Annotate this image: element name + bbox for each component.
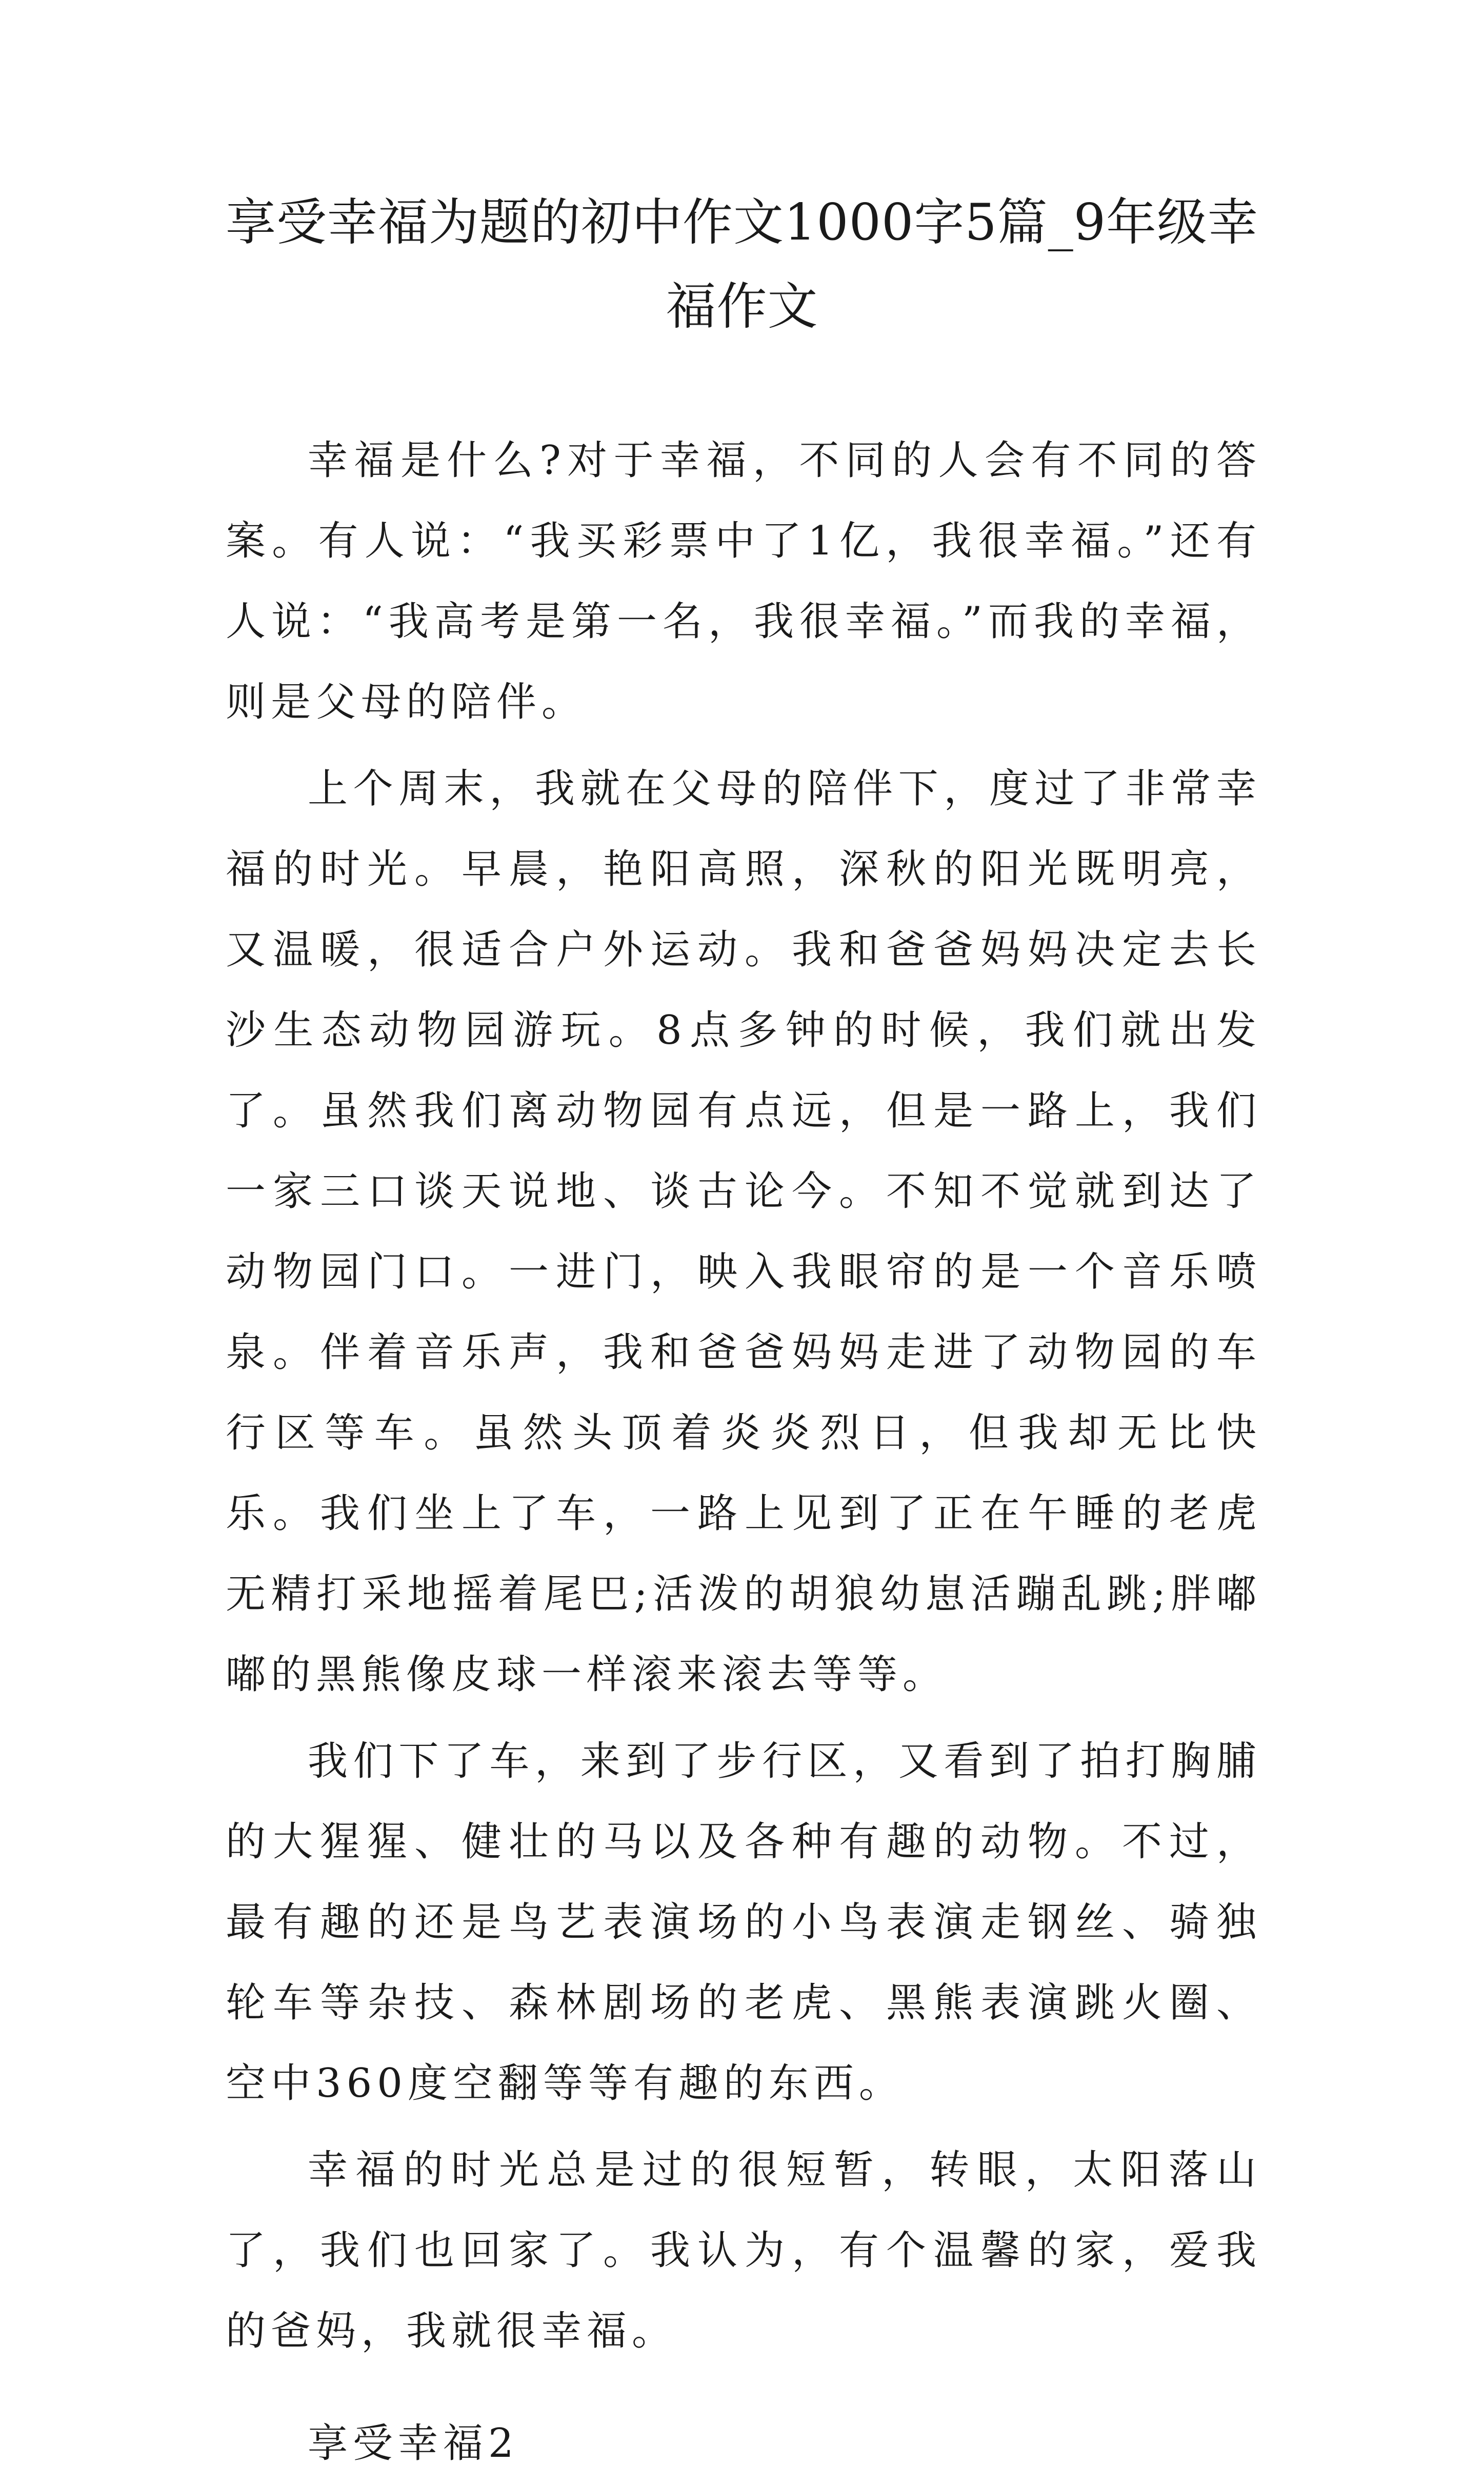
document-body: [226, 421, 1261, 2484]
paragraph-1: 幸福是什么?对于幸福，不同的人会有不同的答案。有人说：“我买彩票中了1亿，我很幸福。”还有人说：“我高考是第一名，我很幸福。”而我的幸福，则是父母的陪伴。: [226, 438, 1261, 725]
document-title: 享受幸福为题的初中作文1000字5篇_9年级幸福作文: [225, 193, 1259, 336]
section-heading: 享受幸福2: [308, 2420, 519, 2467]
paragraph-4: 幸福的时光总是过的很短暂，转眼，太阳落山了，我们也回家了。我认为，有个温馨的家，爱我的爸妈，我就很幸福。: [226, 2147, 1261, 2354]
paragraph-2: 上个周末，我就在父母的陪伴下，度过了非常幸福的时光。早晨，艳阳高照，深秋的阳光既明亮，又温暖，很适合户外运动。我和爸爸妈妈决定去长沙生态动物园游玩。8点多钟的时候，我们就出发了。虽然我们离动物园有点远，但是一路上，我们一家三口谈天说地、谈古论今。不知不觉就到达了动物园门口。一进门，映入我眼帘的是一个音乐喷泉。伴着音乐声，我和爸爸妈妈走进了动物园的车行区等车。虽然头顶着炎炎烈日，但我却无比快乐。我们坐上了车，一路上见到了正在午睡的老虎无精打采地摇着尾巴;活泼的胡狼幼崽活蹦乱跳;胖嘟嘟的黑熊像皮球一样滚来滚去等等。: [226, 766, 1261, 1698]
paragraph-3: 我们下了车，来到了步行区，又看到了拍打胸脯的大猩猩、健壮的马以及各种有趣的动物。不过，最有趣的还是鸟艺表演场的小鸟表演走钢丝、骑独轮车等杂技、森林剧场的老虎、黑熊表演跳火圈、空中360度空翻等等有趣的东西。: [226, 1738, 1261, 2107]
